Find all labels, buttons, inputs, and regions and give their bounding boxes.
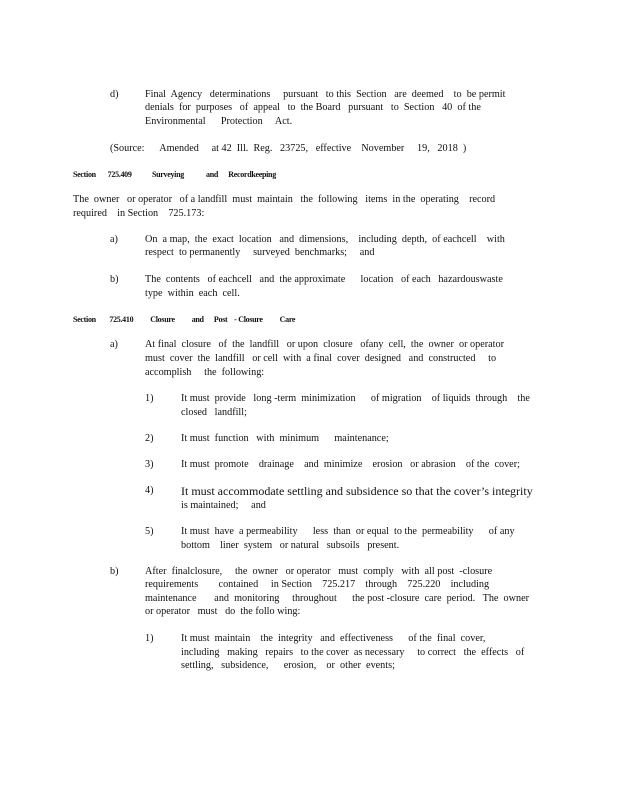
subitem-label: 1): [145, 393, 154, 404]
section-410-item-b-label: b): [110, 566, 119, 577]
section-410-item-a-line: At final closure of the landfill or upon closure ofany cell, the owner or operator: [145, 339, 504, 350]
section-409-item-line: The contents of eachcell and the approximate location of each hazardouswaste: [145, 274, 503, 285]
item-d-line: denials for purposes of appeal to the Board pursuant to Section 40 of the: [145, 102, 481, 113]
section-410-heading: Section 725.410 Closure and Post - Closure Care: [73, 315, 296, 324]
section-409-item-label: b): [110, 274, 119, 285]
section-409-intro: required in Section 725.173:: [73, 208, 205, 219]
subitem-line: It must have a permeability less than or equal to the permeability of any: [181, 526, 515, 537]
subitem-label: 3): [145, 459, 154, 470]
subitem-line: It must promote drainage and minimize erosion or abrasion of the cover;: [181, 459, 520, 470]
item-d-line: Environmental Protection Act.: [145, 116, 293, 127]
section-410-item-a-line: accomplish the following:: [145, 367, 265, 378]
item-d-line: Final Agency determinations pursuant to this Section are deemed to be permit: [145, 89, 506, 100]
section-409-item-line: type within each cell.: [145, 288, 240, 299]
section-410-item-a-line: must cover the landfill or cell with a final cover designed and constructed to: [145, 353, 497, 364]
subitem-line: bottom liner system or natural subsoils present.: [181, 540, 400, 551]
section-410-item-b-line: requirements contained in Section 725.217 through 725.220 including: [145, 579, 490, 590]
section-409-item-line: On a map, the exact location and dimensions, including depth, of eachcell with: [145, 234, 505, 245]
subitem-line: It must function with minimum maintenance;: [181, 433, 389, 444]
source-note: (Source: Amended at 42 Ill. Reg. 23725, effective November 19, 2018 ): [110, 143, 467, 154]
subitem-line: including making repairs to the cover as necessary to correct the effects of: [181, 647, 525, 658]
subitem-label: 2): [145, 433, 154, 444]
subitem-line: settling, subsidence, erosion, or other events;: [181, 660, 395, 671]
section-410-item-a-label: a): [110, 339, 118, 350]
subitem-label: 4): [145, 485, 154, 496]
section-410-item-b-line: or operator must do the follo wing:: [145, 606, 301, 617]
section-409-heading: Section 725.409 Surveying and Recordkeeping: [73, 170, 276, 179]
subitem-line: It must accommodate settling and subsidence so that the cover’s integrity: [181, 484, 533, 498]
section-410-item-b-line: After finalclosure, the owner or operator must comply with all post -closure: [145, 566, 493, 577]
subitem-line: It must provide long -term minimization of migration of liquids through the: [181, 393, 530, 404]
item-d-label: d): [110, 89, 119, 100]
subitem-line: closed landfill;: [181, 407, 247, 418]
subitem-line: It must maintain the integrity and effectiveness of the final cover,: [181, 633, 486, 644]
subitem-label: 5): [145, 526, 154, 537]
section-410-item-b-line: maintenance and monitoring throughout the post -closure care period. The owner: [145, 593, 530, 604]
section-409-item-line: respect to permanently surveyed benchmarks; and: [145, 247, 375, 258]
subitem-line: is maintained; and: [181, 500, 266, 511]
subitem-label: 1): [145, 633, 154, 644]
section-409-intro: The owner or operator of a landfill must maintain the following items in the operating record: [73, 194, 496, 205]
section-409-item-label: a): [110, 234, 118, 245]
